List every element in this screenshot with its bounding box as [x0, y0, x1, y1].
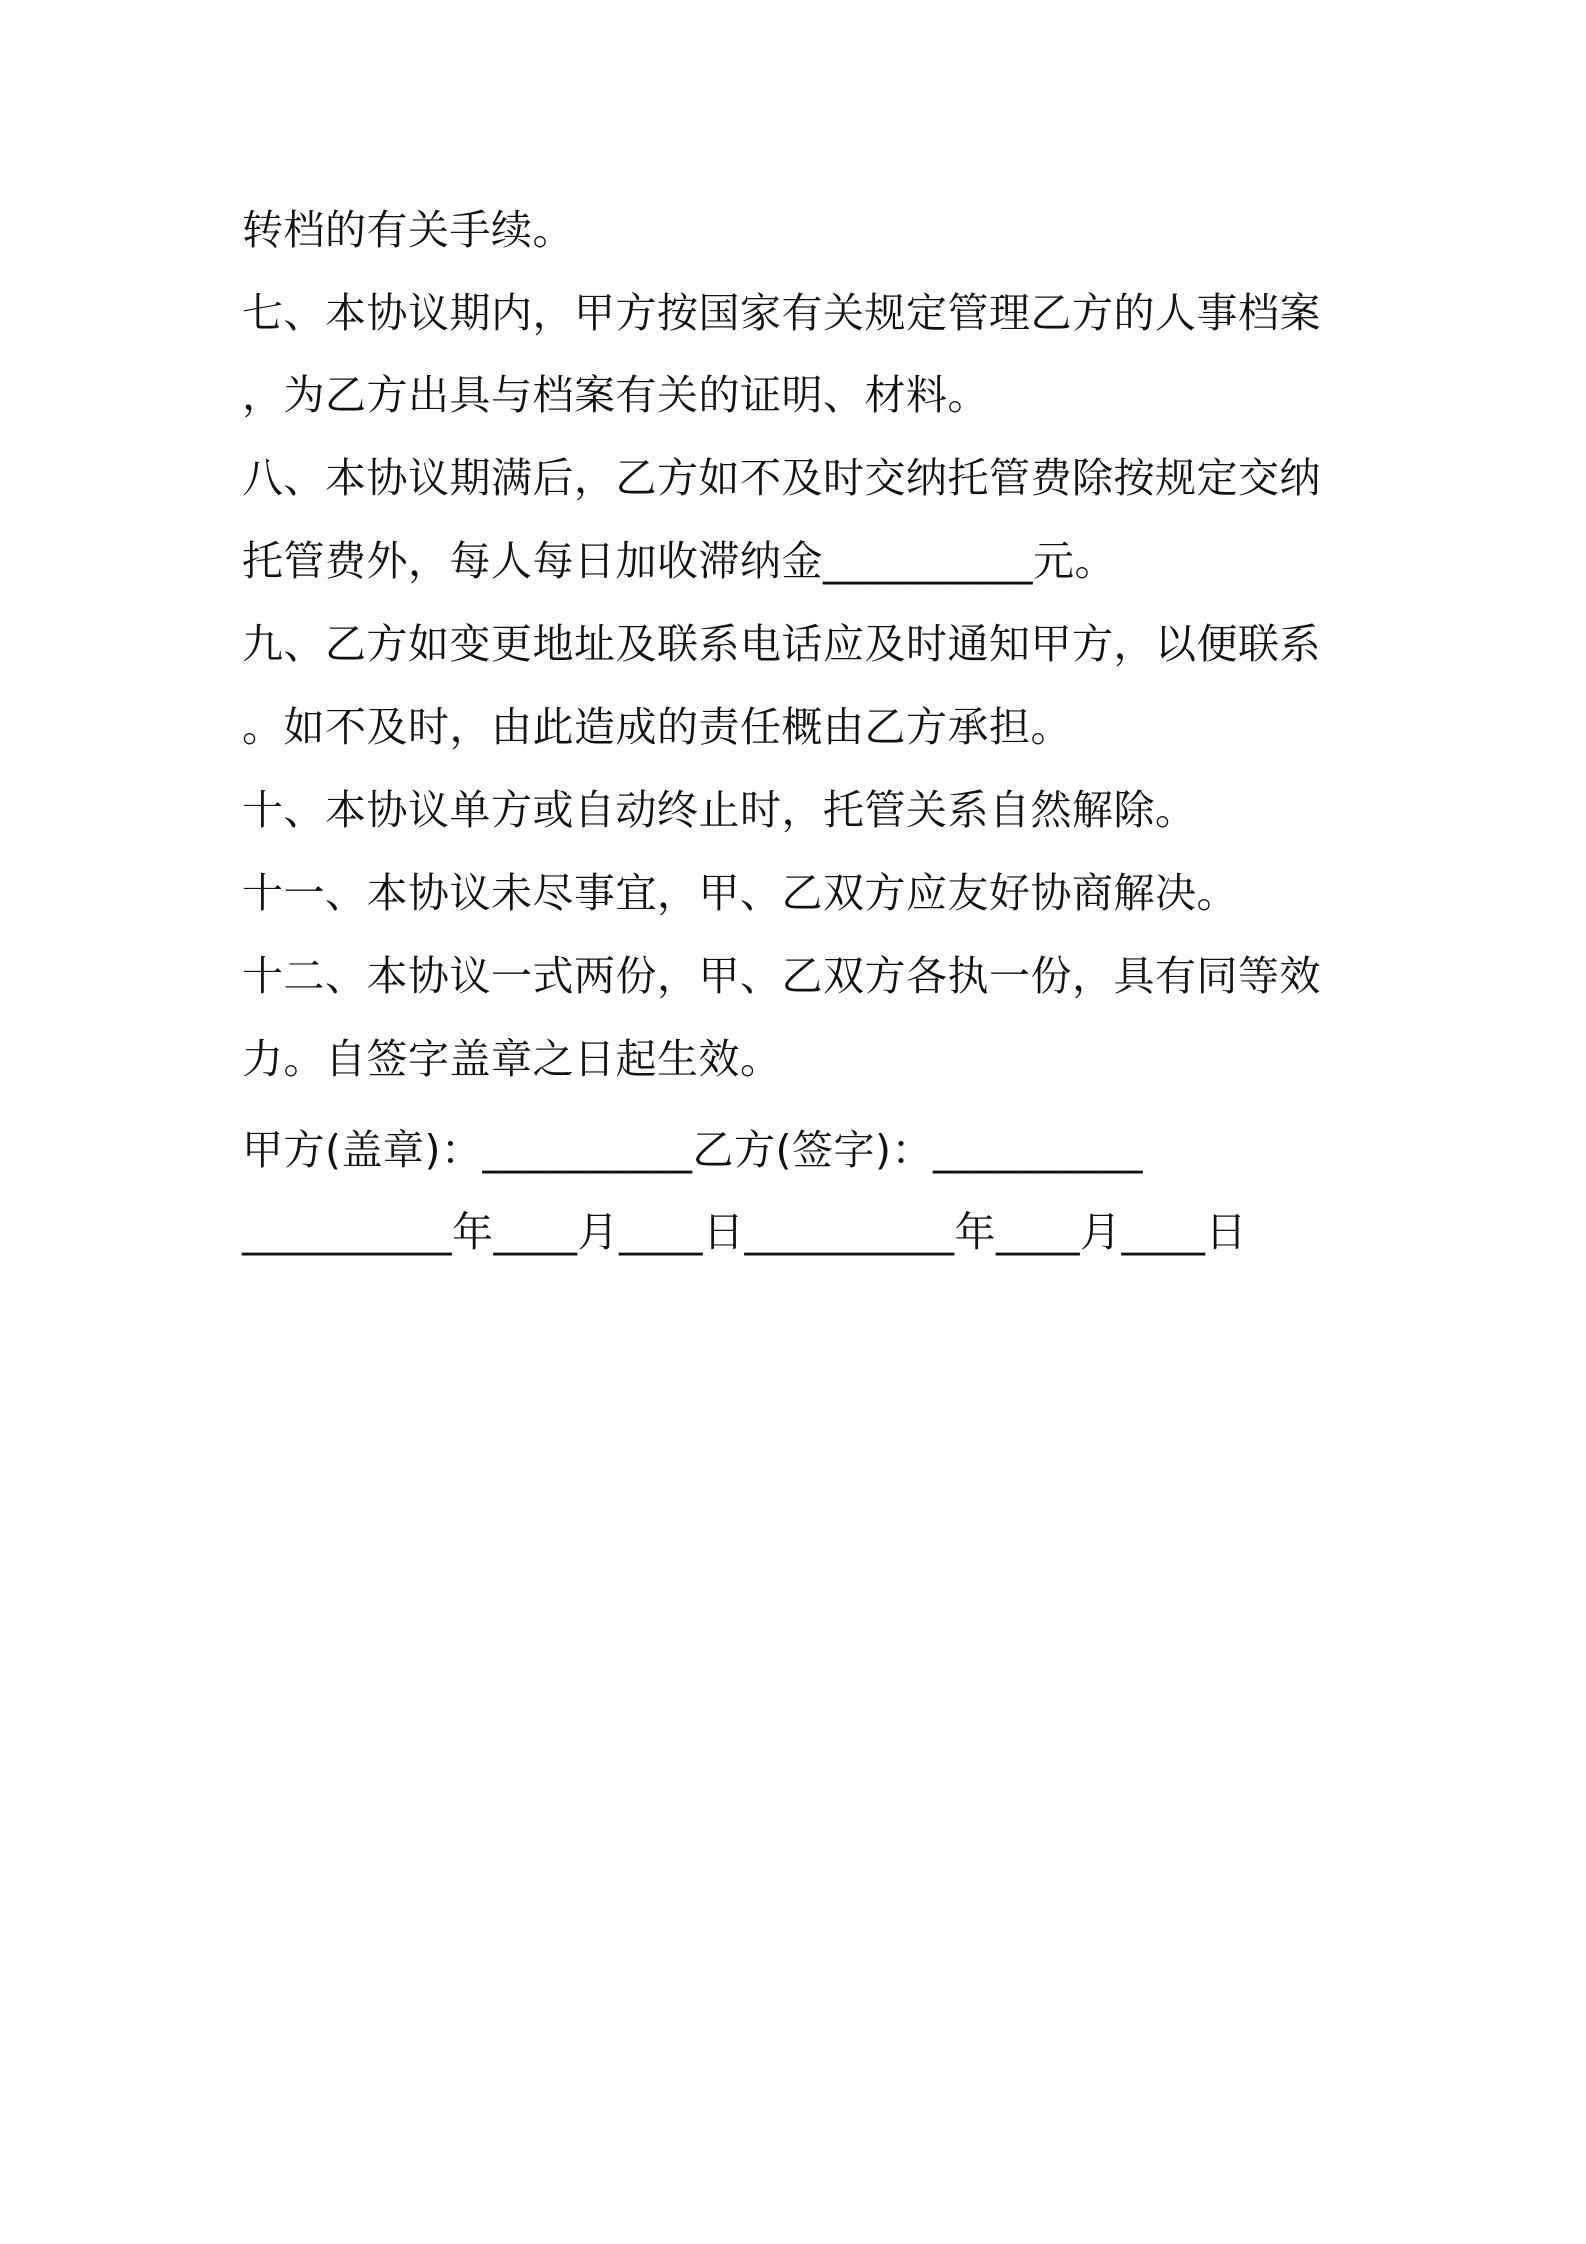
clause-10: 十、本协议单方或自动终止时，托管关系自然解除。 — [242, 786, 1197, 834]
signature-line: 甲方(盖章)：__________乙方(签字)：__________ — [242, 1126, 1143, 1174]
clause-9-line-1: 九、乙方如变更地址及联系电话应及时通知甲方，以便联系 — [242, 620, 1321, 668]
clause-7-line-2: ，为乙方出具与档案有关的证明、材料。 — [242, 371, 989, 419]
clause-9-line-2: 。如不及时，由此造成的责任概由乙方承担。 — [242, 703, 1072, 751]
clause-11: 十一、本协议未尽事宜，甲、乙双方应友好协商解决。 — [242, 869, 1238, 917]
clause-12-line-1: 十二、本协议一式两份，甲、乙双方各执一份，具有同等效 — [242, 952, 1321, 1000]
date-line: __________年____月____日__________年____月____日 — [242, 1208, 1247, 1256]
clause-8-line-1: 八、本协议期满后，乙方如不及时交纳托管费除按规定交纳 — [242, 454, 1321, 502]
text-line: 转档的有关手续。 — [242, 206, 574, 254]
clause-7-line-1: 七、本协议期内，甲方按国家有关规定管理乙方的人事档案 — [242, 289, 1321, 337]
clause-12-line-2: 力。自签字盖章之日起生效。 — [242, 1035, 782, 1083]
clause-8-line-2: 托管费外，每人每日加收滞纳金__________元。 — [242, 537, 1116, 585]
